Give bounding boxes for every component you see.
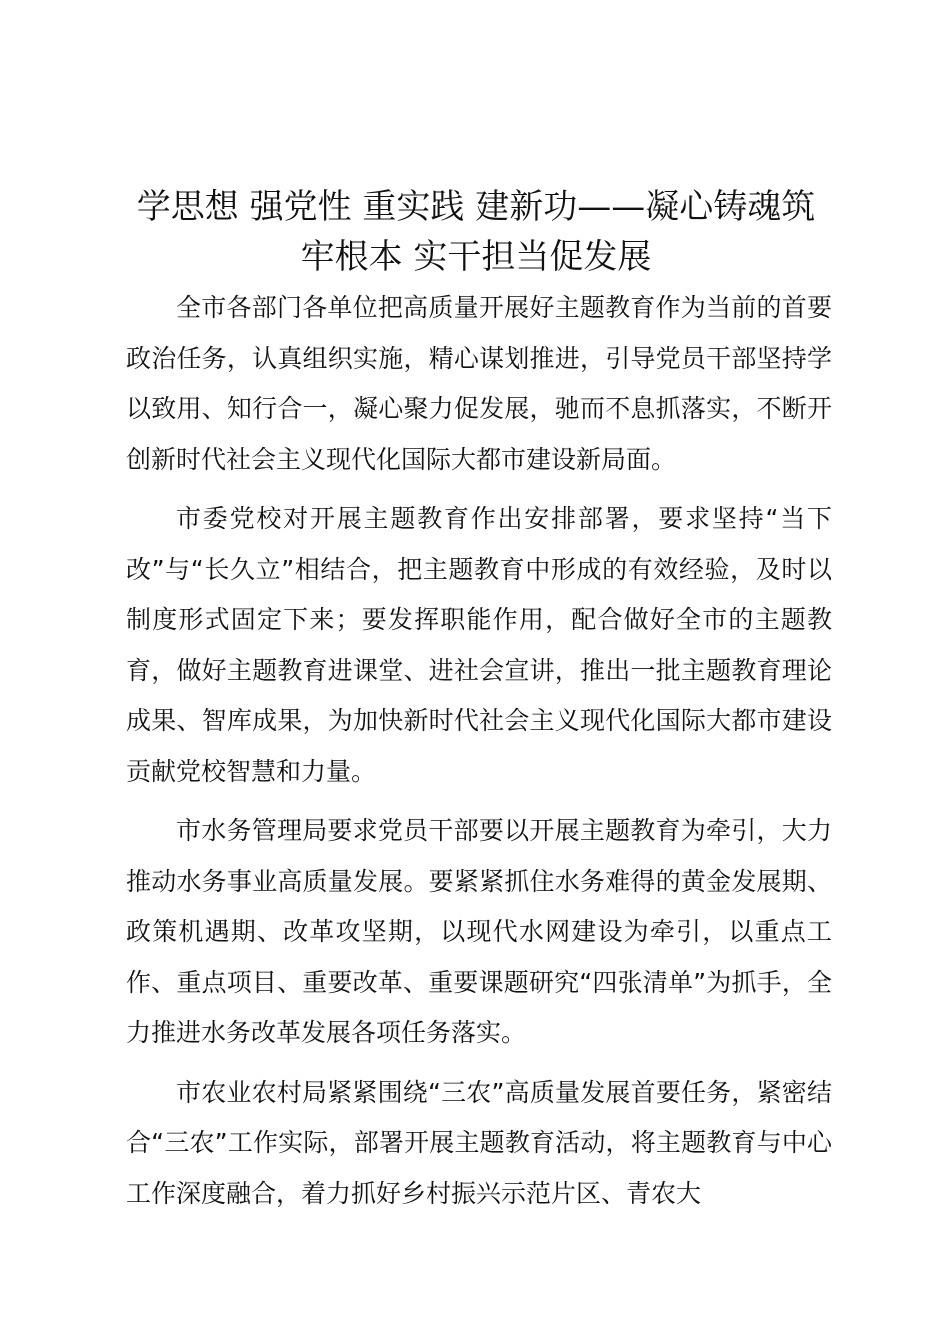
document-title: 学思想 强党性 重实践 建新功——凝心铸魂筑牢根本 实干担当促发展 xyxy=(136,187,816,277)
paragraph-3: 市水务管理局要求党员干部要以开展主题教育为牵引，大力推动水务事业高质量发展。要紧紧抓住水务难得的黄金发展期、政策机遇期、改革攻坚期，以现代水网建设为牵引，以重点工作、重点项目、重要改革、重要课题研究“四张清单”为抓手，全力推进水务改革发展各项任务落实。 xyxy=(126,816,832,1047)
paragraph-1: 全市各部门各单位把高质量开展好主题教育作为当前的首要政治任务，认真组织实施，精心谋划推进，引导党员干部坚持学以致用、知行合一，凝心聚力促发展，驰而不息抓落实，不断开创新时代社会主义现代化国际大都市建设新局面。 xyxy=(126,293,832,474)
document-body xyxy=(126,283,832,1228)
paragraph-4: 市农业农村局紧紧围绕“三农”高质量发展首要任务，紧密结合“三农”工作实际，部署开展主题教育活动，将主题教育与中心工作深度融合，着力抓好乡村振兴示范片区、青农大 xyxy=(126,1077,832,1208)
paragraph-2: 市委党校对开展主题教育作出安排部署，要求坚持“当下改”与“长久立”相结合，把主题教育中形成的有效经验，及时以制度形式固定下来；要发挥职能作用，配合做好全市的主题教育，做好主题教育进课堂、进社会宣讲，推出一批主题教育理论成果、智库成果，为加快新时代社会主义现代化国际大都市建设贡献党校智慧和力量。 xyxy=(126,504,832,786)
